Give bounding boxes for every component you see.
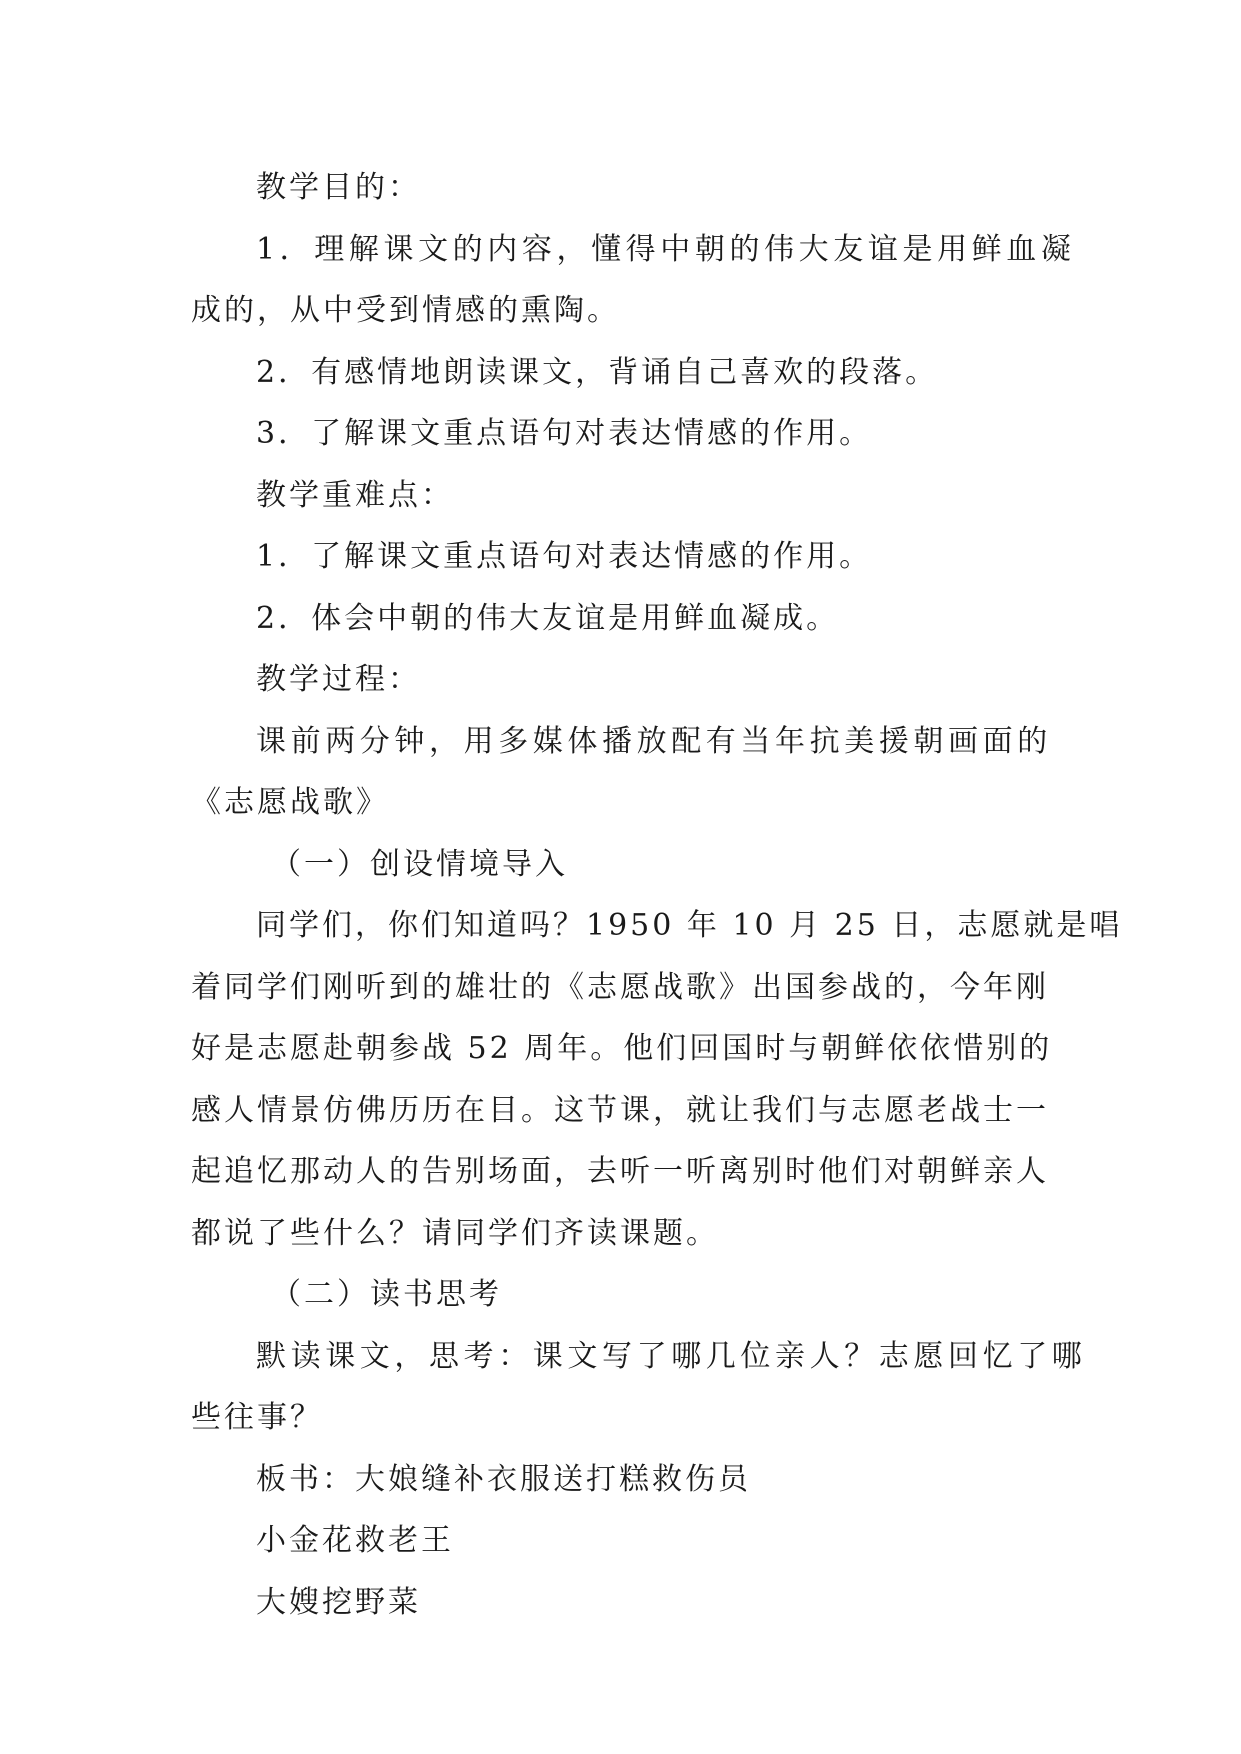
- reading-line-1: 默读课文，思考：课文写了哪几位亲人？志愿回忆了哪: [256, 1338, 1087, 1374]
- section-1-heading: （一）创设情境导入: [271, 846, 568, 882]
- intro-line-5: 起追忆那动人的告别场面，去听一听离别时他们对朝鲜亲人: [191, 1154, 1049, 1189]
- heading-teaching-process: 教学过程：: [256, 662, 421, 697]
- intro-line-3: 好是志愿赴朝参战 52 周年。他们回国时与朝鲜依依惜别的: [191, 1031, 1053, 1066]
- key-point-2: 2．体会中朝的伟大友谊是用鲜血凝成。: [256, 600, 840, 636]
- intro-line-4: 感人情景仿佛历历在目。这节课，就让我们与志愿老战士一: [191, 1092, 1049, 1128]
- heading-key-points: 教学重难点：: [256, 477, 454, 513]
- section-2-heading: （二）读书思考: [271, 1277, 502, 1312]
- preclass-line-1: 课前两分钟，用多媒体播放配有当年抗美援朝画面的: [256, 723, 1052, 759]
- reading-line-2: 些往事？: [191, 1400, 323, 1435]
- intro-line-1: 同学们，你们知道吗？1950 年 10 月 25 日，志愿就是唱: [256, 908, 1123, 943]
- goal-2: 2．有感情地朗读课文，背诵自己喜欢的段落。: [256, 354, 939, 390]
- intro-line-2: 着同学们刚听到的雄壮的《志愿战歌》出国参战的，今年刚: [191, 969, 1049, 1005]
- document-body: [191, 157, 1123, 1633]
- key-point-1: 1．了解课文重点语句对表达情感的作用。: [256, 539, 873, 574]
- intro-line-6: 都说了些什么？请同学们齐读课题。: [191, 1215, 719, 1251]
- heading-teaching-goals: 教学目的：: [256, 170, 421, 205]
- blackboard-line-2: 小金花救老王: [256, 1523, 454, 1558]
- goal-3: 3．了解课文重点语句对表达情感的作用。: [256, 416, 873, 451]
- preclass-line-2: 《志愿战歌》: [191, 785, 389, 820]
- blackboard-line-3: 大嫂挖野菜: [256, 1584, 421, 1620]
- blackboard-line-1: 板书：大娘缝补衣服送打糕救伤员: [256, 1461, 751, 1497]
- goal-1-line-1: 1．理解课文的内容，懂得中朝的伟大友谊是用鲜血凝: [256, 231, 1076, 267]
- goal-1-line-2: 成的，从中受到情感的熏陶。: [191, 293, 620, 328]
